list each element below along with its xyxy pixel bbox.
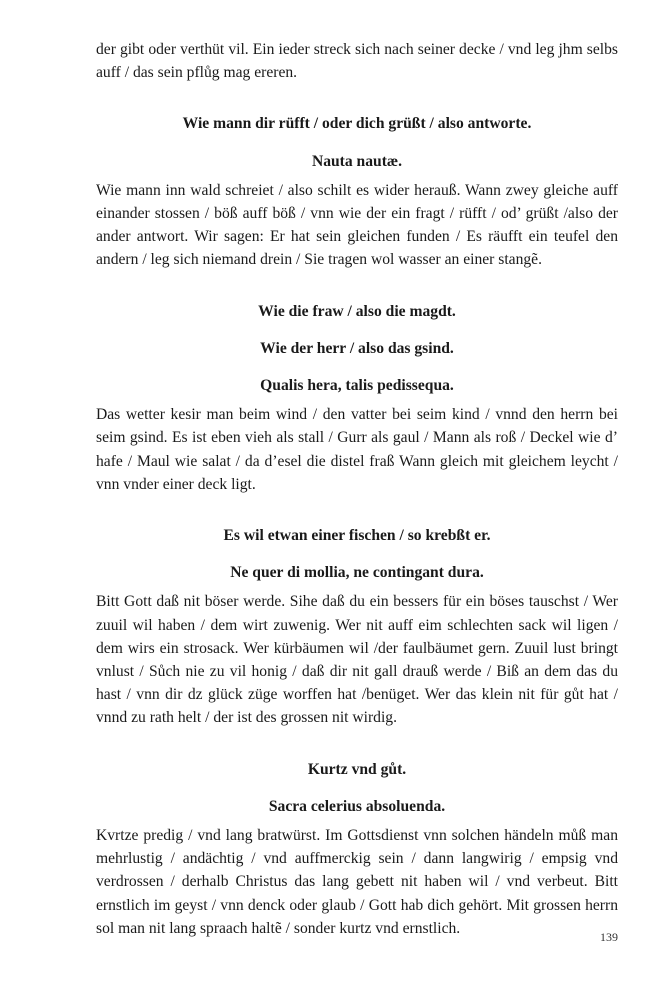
intro-paragraph: der gibt oder verthüt vil. Ein ieder streck sich nach seiner decke / vnd leg jhm selbs auff / das sein pflůg mag ereren. — [96, 41, 618, 82]
section-latin-heading: Sacra celerius absoluenda. — [268, 797, 446, 815]
section-paragraph: Bitt Gott daß nit böser werde. Sihe daß du ein bessers für ein böses tauschst / Wer zuuil wil haben / dem wirt zuwenig. Wer nit auff eim schlechten sack wil ligen / dem wirs ein strosack. Wer kürbäumen wil /der faulbäumet gern. Zuuil lust bringt vnlust / Sůch nie zu vil honig / daß dir nit gall drauß werde / Biß an dem das du hast / vnn dir dz glück züge worffen hat /benüget. Wer das klein nit für gůt hat / vnnd zu rath helt / der ist des grossen nit wirdig. — [96, 593, 618, 727]
section-latin-heading: Ne quer di mollia, ne contingant dura. — [230, 564, 484, 582]
section-heading: Wie der herr / also das gsind. — [260, 339, 454, 357]
section-heading: Kurtz vnd gůt. — [307, 760, 407, 778]
section-heading: Es wil etwan einer fischen / so krebßt er. — [223, 527, 491, 545]
section-paragraph: Wie mann inn wald schreiet / also schilt es wider herauß. Wann zwey gleiche auff einander stossen / böß auff böß / vnn wie der ein fragt / rüfft / od’ grüßt /also der ander antwort. Wir sagen: Er hat sein gleichen funden / Es räufft ein teufel den andern / leg sich niemand drein / Sie tragen wol wasser an einer stangẽ. — [96, 181, 618, 269]
section-paragraph: Das wetter kesir man beim wind / den vatter bei seim kind / vnnd den herrn bei seim gsind. Es ist eben vieh als stall / Gurr als gaul / Mann als roß / Deckel wie d’ hafe / Maul wie salat / da d’esel die distel fraß Wann gleich mit gleichem leycht / vnn vnder einer deck ligt. — [96, 406, 618, 493]
section-heading: Wie die fraw / also die magdt. — [258, 302, 456, 320]
section-heading: Wie mann dir rüfft / oder dich grüßt / also antworte. — [182, 115, 532, 133]
section-latin-heading: Qualis hera, talis pedissequa. — [260, 377, 454, 395]
page-number: 139 — [600, 930, 618, 944]
page-body — [96, 38, 618, 940]
section-latin-heading: Nauta nautæ. — [311, 152, 403, 170]
section-paragraph: Kvrtze predig / vnd lang bratwürst. Im Gottsdienst vnn solchen händeln můß man mehrlustig / andächtig / vnd auffmerckig sein / dann langwirig / empsig vnd verdrossen / derhalb Christus das lang gebett nit haben wil / vnd verbeut. Bitt ernstlich im geyst / vnn denck oder glaub / Gott hab dich gehört. Mit grossen herrn sol man nit lang spraach haltẽ / sonder kurtz vnd ernstlich. — [96, 827, 618, 937]
